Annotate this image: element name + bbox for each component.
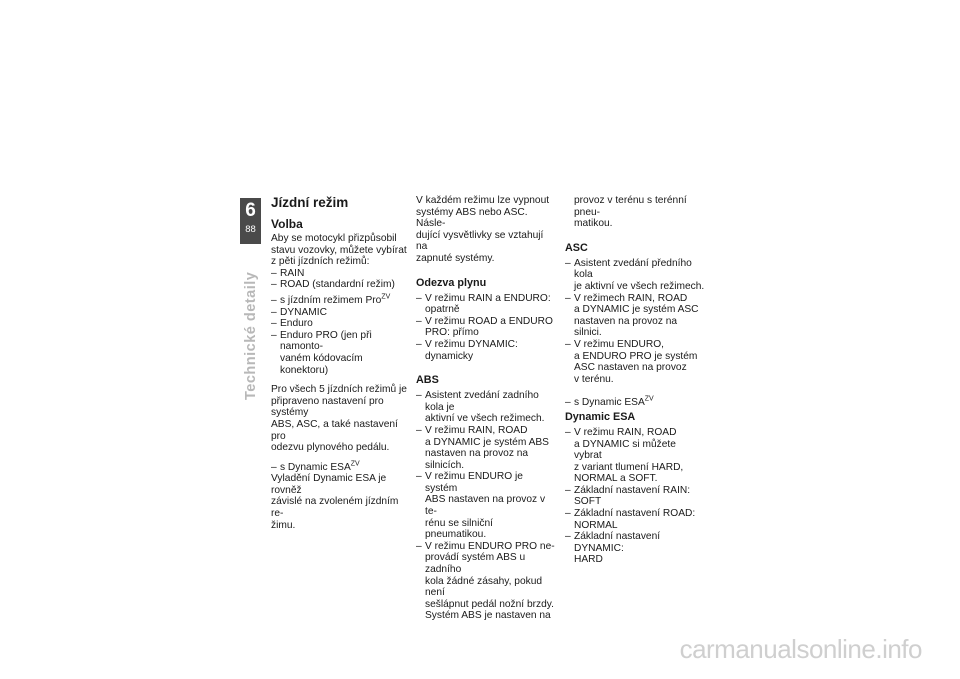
esa-prefix: s Dynamic ESA [280,461,351,473]
list-item: – V režimech RAIN, ROAD a DYNAMIC je systém ASC nastaven na provoz na silnici. [565,293,705,339]
list-item: – Základní nastavení DYNAMIC: HARD [565,531,705,566]
list-item: – Enduro [271,318,411,330]
section-title-dynamic-esa: Dynamic ESA [565,410,636,423]
list-item-pro [271,295,411,307]
asc-list [565,258,705,386]
column-3 [565,195,705,574]
list-item: – DYNAMIC [271,307,411,319]
list-item: – Asistent zvedání předního kola je aktivní ve všech režimech. [565,258,705,293]
list-item-esa [565,397,705,409]
page-title: Jízdní režim [271,195,349,210]
esa-list [565,427,705,566]
watermark: carmanualsonline.info [679,634,922,664]
section-title-volba: Volba [271,217,303,231]
list-item: – V režimu ENDURO PRO ne- provádí systém ABS u zadního kola žádné zásahy, pokud není sešlápnut pedál nožní brzdy. Systém ABS je nastaven na [416,541,556,622]
page-number: 88 [245,224,256,235]
mode-list-b [271,295,411,376]
mode-list-a [271,268,411,291]
chapter-tab [240,198,261,244]
abs-continuation: provoz v terénu s terénní pneu- matikou. [574,195,687,230]
list-item: – RAIN [271,268,411,280]
esa-prefix: s Dynamic ESA [574,397,645,409]
esa-note [565,397,705,409]
column-1 [271,195,411,539]
intro-paragraph: Aby se motocykl přizpůsobil stavu vozovky, můžete vybírat z pěti jízdních režimů: [271,233,407,268]
list-item: – Základní nastavení RAIN: SOFT [565,485,705,508]
list-item: – V režimu RAIN a ENDURO: opatrně [416,293,556,316]
throttle-list [416,293,556,363]
settings-paragraph: Pro všech 5 jízdních režimů je připraveno nastavení pro systémy ABS, ASC, a také nastavení pro odezvu plynového pedálu. [271,384,407,454]
section-title-abs: ABS [416,374,439,387]
optional-equipment-mark: ZV [644,395,654,403]
list-item: – Základní nastavení ROAD: NORMAL [565,508,705,531]
column-2 [416,195,556,630]
optional-equipment-mark: ZV [381,293,391,301]
list-item-esa [271,462,411,474]
list-item: – V režimu RAIN, ROAD a DYNAMIC si můžete vybrat z variant tlumení HARD, NORMAL a SOFT. [565,427,705,485]
list-item: – V režimu ROAD a ENDURO PRO: přímo [416,316,556,339]
pro-prefix: s jízdním režimem Pro [280,294,382,306]
list-item: – V režimu RAIN, ROAD a DYNAMIC je systém ABS nastaven na provoz na silnicích. [416,425,556,471]
list-item: – V režimu ENDURO je systém ABS nastaven na provoz v te- rénu se silniční pneumatikou. [416,471,556,541]
esa-note [271,462,411,474]
section-title-asc: ASC [565,241,588,254]
systems-paragraph: V každém režimu lze vypnout systémy ABS nebo ASC. Násle- dující vysvětlivky se vztahují na zapnuté systémy. [416,195,550,264]
section-title-throttle: Odezva plynu [416,276,487,289]
abs-list [416,390,556,622]
list-item: – Enduro PRO (jen při namonto- vaném kódovacím konektoru) [271,330,411,376]
list-item: – Asistent zvedání zadního kola je aktivní ve všech režimech. [416,390,556,425]
list-item: – ROAD (standardní režim) [271,279,411,291]
esa-paragraph: Vyladění Dynamic ESA je rovněž závislé na zvoleném jízdním re- žimu. [271,473,399,531]
chapter-side-label: Technické detaily [243,271,259,400]
list-item: – V režimu ENDURO, a ENDURO PRO je systém ASC nastaven na provoz v terénu. [565,339,705,385]
list-item: – V režimu DYNAMIC: dynamicky [416,339,556,362]
optional-equipment-mark: ZV [350,460,360,468]
chapter-number: 6 [245,200,256,221]
